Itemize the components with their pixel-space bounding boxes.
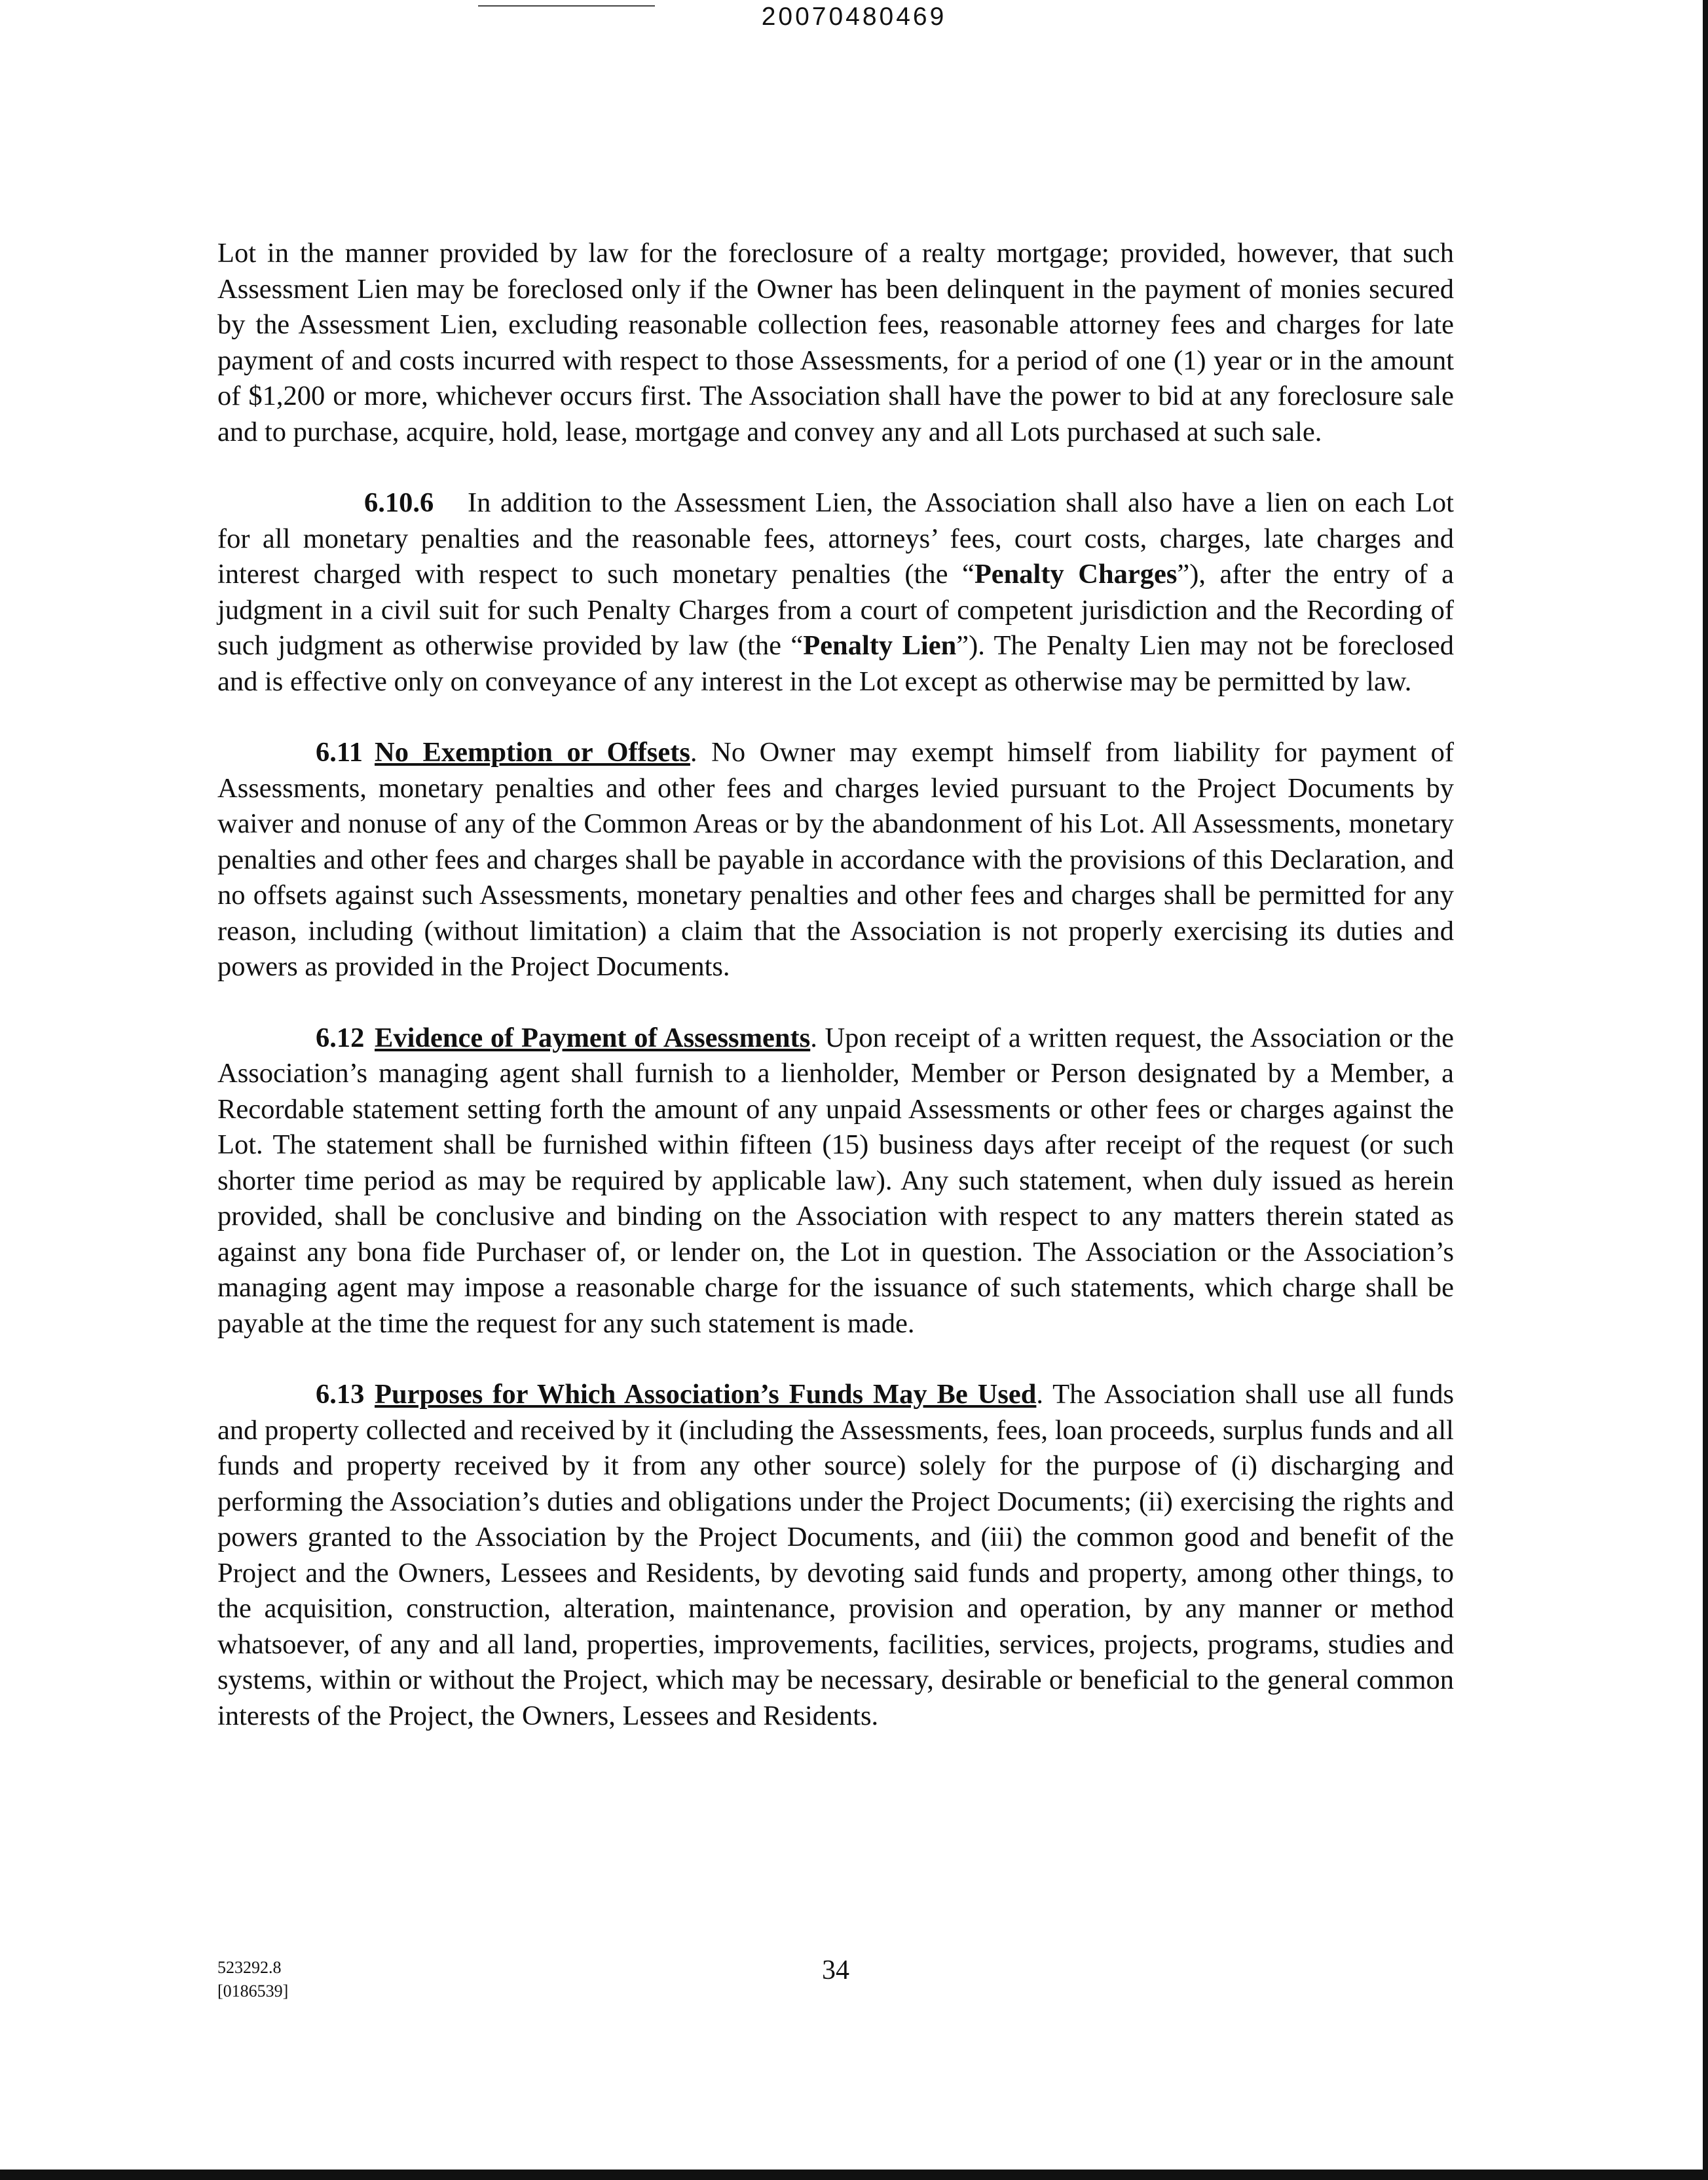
section-6-13	[217, 1377, 1454, 1734]
section-number: 6.10.6	[364, 487, 434, 518]
section-title: Purposes for Which Association’s Funds May Be Used	[375, 1379, 1037, 1410]
paragraph-text: . The Association shall use all funds and property collected and received by it (including the Assessments, fees, loan proceeds, surplus funds and all funds and property received by it from any other source) solely for the purpose of (i) discharging and performing the Association’s duties and obligations under the Project Documents; (ii) exercising the rights and powers granted to the Association by the Project Documents, and (iii) the common good and benefit of the Project and the Owners, Lessees and Residents, by devoting said funds and property, among other things, to the acquisition, construction, alteration, maintenance, provision and operation, by any manner or method whatsoever, of any and all land, properties, improvements, facilities, services, projects, programs, studies and systems, within or without the Project, which may be necessary, desirable or beneficial to the general common interests of the Project, the Owners, Lessees and Residents.	[217, 1379, 1454, 1731]
section-6-12	[217, 1021, 1454, 1342]
page-number: 34	[822, 1955, 849, 1985]
defined-term: Penalty Lien	[803, 630, 957, 661]
section-number: 6.12	[316, 1022, 365, 1053]
document-body	[217, 236, 1454, 1769]
section-title: Evidence of Payment of Assessments	[375, 1022, 811, 1053]
page-footer	[217, 1956, 1454, 2003]
paragraph-6-10-6	[217, 485, 1454, 700]
section-title: No Exemption or Offsets	[375, 737, 690, 768]
paragraph-text: . No Owner may exempt himself from liability for payment of Assessments, monetary penalties and other fees and charges levied pursuant to the Project Documents by waiver and nonuse of any of the Common Areas or by the abandonment of his Lot. All Assessments, monetary penalties and other fees and charges shall be payable in accordance with the provisions of this Declaration, and no offsets against such Assessments, monetary penalties and other fees and charges shall be permitted for any reason, including (without limitation) a claim that the Association is not properly exercising its duties and powers as provided in the Project Documents.	[217, 737, 1455, 982]
paragraph-continuation: Lot in the manner provided by law for the foreclosure of a realty mortgage; provided, however, that such Assessment Lien may be foreclosed only if the Owner has been delinquent in the payment of monies secured by the Assessment Lien, excluding reasonable collection fees, reasonable attorney fees and charges for late payment of and costs incurred with respect to those Assessments, for a period of one (1) year or in the amount of $1,200 or more, whichever occurs first. The Association shall have the power to bid at any foreclosure sale and to purchase, acquire, hold, lease, mortgage and convey any and all Lots purchased at such sale.	[217, 238, 1454, 447]
section-number: 6.11	[316, 737, 363, 768]
scan-edge-bottom	[0, 2170, 1708, 2180]
document-version-ref: 523292.8	[217, 1958, 282, 1977]
section-6-11	[217, 735, 1454, 985]
recording-number: 20070480469	[761, 3, 947, 31]
paragraph-text: In addition to the Assessment Lien, the Association shall also have a lien on each Lot for all monetary penalties and the reasonable fees, attorneys’ fees, court costs, charges, late charges and interest charged with respect to such monetary penalties (the “	[217, 487, 1454, 590]
paragraph-text: ”). The Penalty Lien may not be foreclosed and is effective only on conveyance of any interest in the Lot except as otherwise may be permitted by law.	[217, 630, 1455, 697]
defined-term: Penalty Charges	[974, 559, 1178, 590]
paragraph-text: . Upon receipt of a written request, the Association or the Association’s managing agent shall furnish to a lienholder, Member or Person designated by a Member, a Recordable statement setting forth the amount of any unpaid Assessments or other fees or charges against the Lot. The statement shall be furnished within fifteen (15) business days after receipt of the request (or such shorter time period as may be required by applicable law). Any such statement, when duly issued as herein provided, shall be conclusive and binding on the Association with respect to any matters therein stated as against any bona fide Purchaser of, or lender on, the Lot in question. The Association or the Association’s managing agent may impose a reasonable charge for the issuance of such statements, which charge shall be payable at the time the request for any such statement is made.	[217, 1022, 1454, 1339]
document-client-ref: [0186539]	[217, 1982, 289, 2001]
section-number: 6.13	[316, 1379, 365, 1410]
scan-edge-right	[1703, 0, 1708, 2180]
paragraph-text: ”), after the entry of a judgment in a civil suit for such Penalty Charges from a court of competent jurisdiction and the Recording of such judgment as otherwise provided by law (the “	[217, 559, 1454, 661]
